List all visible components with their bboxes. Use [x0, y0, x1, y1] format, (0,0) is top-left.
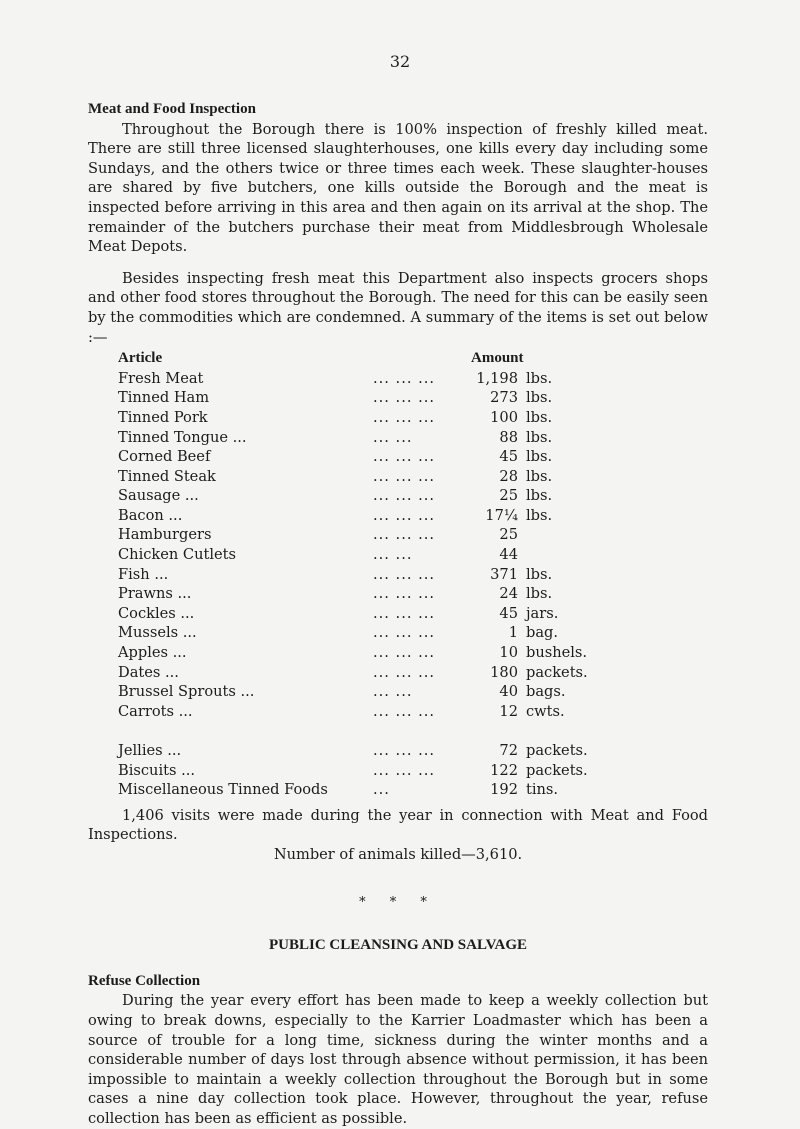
table-row [118, 780, 616, 800]
article-cell: Tinned Tongue ... [118, 428, 247, 446]
quantity-cell: 122 [490, 761, 518, 779]
table-row [118, 623, 616, 643]
leader-dots: ... ... ... [373, 702, 436, 720]
refuse-collection-subheading: Refuse Collection [88, 972, 201, 989]
article-cell: Biscuits ... [118, 761, 196, 779]
leader-dots: ... ... ... [373, 506, 436, 524]
table-row [118, 565, 616, 585]
header-amount: Amount [471, 350, 524, 367]
quantity-cell: 17¼ [485, 506, 518, 524]
unit-cell: lbs. [526, 389, 553, 407]
quantity-cell: 72 [499, 742, 518, 759]
document-body [88, 100, 708, 1129]
unit-cell: packets. [526, 663, 588, 681]
table-row [118, 486, 616, 506]
meat-inspection-paragraph-2: Besides inspecting fresh meat this Department also inspects grocers shops and other food stores throughout the Borough. The need for this can be easily seen by the commodities which are condemned. A summary of the items is set out below :— [88, 269, 708, 346]
leader-dots: ... ... ... [373, 389, 436, 407]
leader-dots: ... ... ... [373, 761, 436, 779]
unit-cell: lbs. [526, 448, 553, 466]
table-row [118, 545, 616, 565]
table-row [118, 506, 616, 526]
table-row [118, 682, 616, 702]
article-cell: Apples ... [118, 644, 187, 662]
quantity-cell: 273 [490, 389, 518, 407]
table-row [118, 741, 616, 761]
leader-dots: ... ... [373, 428, 413, 446]
article-cell: Corned Beef [118, 448, 211, 466]
quantity-cell: 1 [508, 624, 518, 642]
leader-dots: ... ... ... [373, 644, 436, 662]
table-header-row [118, 349, 616, 369]
quantity-cell: 371 [490, 565, 518, 583]
leader-dots: ... ... ... [373, 663, 436, 681]
animals-killed-line: Number of animals killed—3,610. [273, 845, 523, 863]
quantity-cell: 45 [499, 604, 518, 622]
leader-dots: ... ... ... [373, 624, 436, 642]
unit-cell: lbs. [526, 467, 553, 485]
leader-dots: ... ... ... [373, 526, 436, 544]
article-cell: Fresh Meat [118, 369, 204, 387]
article-cell: Sausage ... [118, 487, 199, 505]
unit-cell [526, 545, 616, 565]
visits-paragraph: 1,406 visits were made during the year in connection with Meat and Food Inspections. [88, 806, 708, 844]
article-cell: Prawns ... [118, 585, 192, 603]
table-row [118, 428, 616, 448]
article-cell: Tinned Pork [118, 408, 208, 426]
table-row [118, 604, 616, 624]
table-row [118, 663, 616, 683]
table-row [118, 447, 616, 467]
page-number: 32 [389, 52, 411, 71]
article-cell: Mussels ... [118, 624, 197, 642]
leader-dots: ... ... ... [373, 585, 436, 603]
quantity-cell: 28 [499, 467, 518, 485]
table-row [118, 525, 616, 545]
public-cleansing-heading: PUBLIC CLEANSING AND SALVAGE [269, 937, 527, 954]
article-cell: Hamburgers [118, 526, 212, 544]
unit-cell: bag. [526, 624, 559, 642]
refuse-collection-paragraph: During the year every effort has been made to keep a weekly collection but owing to break downs, especially to the Karrier Loadmaster which has been a source of trouble for a long time, sickness during the winter months and a considerable number of days lost through absence without permission, it has been impossible to maintain a weekly collection throughout the Borough but in some cases a nine day collection took place. However, throughout the year, refuse collection has been as efficient as possible. [88, 992, 708, 1127]
table-row [118, 388, 616, 408]
meat-inspection-paragraph-1: Throughout the Borough there is 100% inspection of freshly killed meat. There are still three licensed slaughterhouses, one kills every day including some Sundays, and the others twice or three times each week. These slaughter-houses are shared by five butchers, one kills outside the Borough and the meat is inspected before arriving in this area and then again on its arrival at the shop. The remainder of the butchers purchase their meat from Middlesbrough Wholesale Meat Depots. [88, 120, 708, 256]
article-cell: Carrots ... [118, 702, 193, 720]
article-cell: Cockles ... [118, 604, 195, 622]
section-divider-stars: * * * [359, 894, 437, 910]
leader-dots: ... ... ... [373, 467, 436, 485]
table-row [118, 369, 616, 389]
table-row [118, 702, 616, 722]
quantity-cell: 44 [499, 546, 518, 564]
unit-cell: bushels. [526, 644, 588, 662]
unit-cell: jars. [526, 604, 559, 622]
quantity-cell: 25 [499, 487, 518, 505]
quantity-cell: 12 [499, 702, 518, 720]
leader-dots: ... [373, 781, 390, 799]
quantity-cell: 88 [499, 428, 518, 446]
unit-cell [526, 525, 616, 545]
quantity-cell: 10 [499, 644, 518, 662]
quantity-cell: 25 [499, 526, 518, 544]
leader-dots: ... ... ... [373, 369, 436, 387]
table-row [118, 408, 616, 428]
article-cell: Dates ... [118, 663, 179, 681]
leader-dots: ... ... ... [373, 742, 436, 759]
table-row [118, 584, 616, 604]
quantity-cell: 45 [499, 448, 518, 466]
leader-dots: ... ... ... [373, 604, 436, 622]
quantity-cell: 192 [490, 781, 518, 799]
quantity-cell: 100 [490, 408, 518, 426]
unit-cell: tins. [526, 781, 559, 799]
quantity-cell: 1,198 [476, 369, 518, 387]
leader-dots: ... ... ... [373, 565, 436, 583]
unit-cell: lbs. [526, 408, 553, 426]
leader-dots: ... ... ... [373, 487, 436, 505]
unit-cell: packets. [526, 742, 588, 759]
meat-inspection-heading: Meat and Food Inspection [88, 101, 256, 117]
table-spacer [118, 721, 616, 741]
header-article: Article [118, 350, 163, 367]
quantity-cell: 40 [499, 683, 518, 701]
unit-cell: lbs. [526, 369, 553, 387]
article-cell: Jellies ... [118, 742, 182, 759]
table-row [118, 643, 616, 663]
unit-cell: lbs. [526, 506, 553, 524]
article-cell: Miscellaneous Tinned Foods [118, 781, 328, 799]
quantity-cell: 24 [499, 585, 518, 603]
article-cell: Brussel Sprouts ... [118, 683, 255, 701]
condemned-items-table [118, 349, 708, 800]
unit-cell: bags. [526, 683, 566, 701]
article-cell: Tinned Steak [118, 467, 216, 485]
table-row [118, 761, 616, 781]
quantity-cell: 180 [490, 663, 518, 681]
article-cell: Tinned Ham [118, 389, 210, 407]
article-cell: Bacon ... [118, 506, 183, 524]
leader-dots: ... ... ... [373, 408, 436, 426]
leader-dots: ... ... [373, 546, 413, 564]
leader-dots: ... ... [373, 683, 413, 701]
unit-cell: lbs. [526, 585, 553, 603]
unit-cell: packets. [526, 761, 588, 779]
article-cell: Chicken Cutlets [118, 546, 237, 564]
unit-cell: lbs. [526, 565, 553, 583]
unit-cell: cwts. [526, 702, 565, 720]
unit-cell: lbs. [526, 428, 553, 446]
leader-dots: ... ... ... [373, 448, 436, 466]
unit-cell: lbs. [526, 487, 553, 505]
article-cell: Fish ... [118, 565, 169, 583]
table-row [118, 467, 616, 487]
